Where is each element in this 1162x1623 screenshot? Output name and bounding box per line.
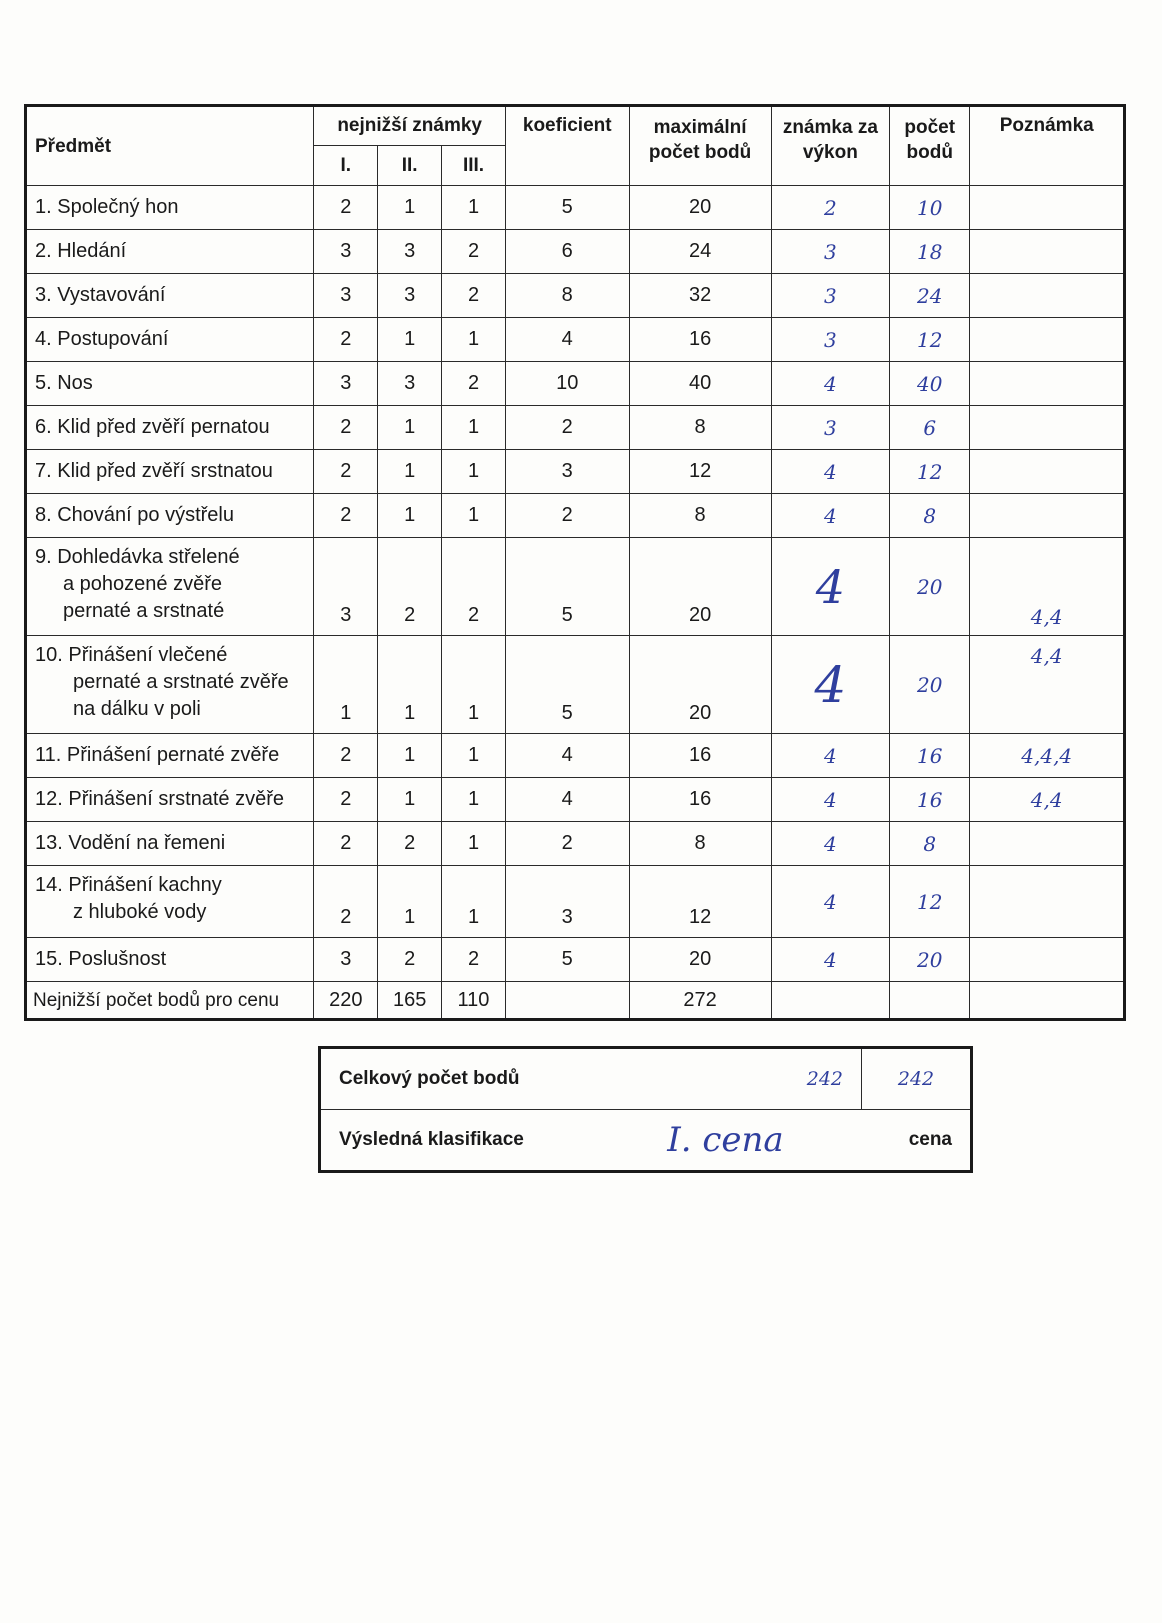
table-row — [26, 636, 1125, 734]
table-row — [26, 318, 1125, 362]
handwritten-points: 24 — [890, 274, 970, 318]
footer-grade-1: 220 — [314, 982, 378, 1020]
handwritten-points: 12 — [890, 866, 970, 938]
table-row — [26, 538, 1125, 636]
handwritten-grade: 4 — [771, 362, 889, 406]
grade-3-cell: 2 — [442, 274, 506, 318]
grade-1-cell: 2 — [314, 778, 378, 822]
table-row — [26, 778, 1125, 822]
handwritten-points: 16 — [890, 734, 970, 778]
coefficient-cell: 4 — [505, 778, 629, 822]
result-classification-handwritten: I. cena — [590, 1110, 862, 1172]
grade-1-cell: 2 — [314, 318, 378, 362]
max-points-cell: 8 — [629, 406, 771, 450]
grade-2-cell: 2 — [378, 538, 442, 636]
header-coefficient: koeficient — [505, 106, 629, 186]
subject-cell: 3. Vystavování — [26, 274, 314, 318]
handwritten-grade: 4 — [771, 494, 889, 538]
subject-cell: 13. Vodění na řemeni — [26, 822, 314, 866]
handwritten-grade: 4 — [771, 734, 889, 778]
handwritten-note — [970, 274, 1125, 318]
subject-line: pernaté a srstnaté — [63, 600, 225, 622]
grade-2-cell: 1 — [378, 450, 442, 494]
subject-cell: 6. Klid před zvěří pernatou — [26, 406, 314, 450]
footer-note-empty — [970, 982, 1125, 1020]
total-points-label: Celkový počet bodů — [339, 1068, 520, 1089]
grade-3-cell: 1 — [442, 636, 506, 734]
grade-3-cell: 1 — [442, 186, 506, 230]
grade-1-cell: 2 — [314, 734, 378, 778]
result-classification-label: Výsledná klasifikace — [320, 1110, 590, 1172]
grade-1-cell: 3 — [314, 230, 378, 274]
max-points-cell: 16 — [629, 778, 771, 822]
coefficient-cell: 4 — [505, 734, 629, 778]
handwritten-grade: 3 — [771, 318, 889, 362]
handwritten-note — [970, 822, 1125, 866]
handwritten-points: 20 — [890, 636, 970, 734]
subject-cell: 4. Postupování — [26, 318, 314, 362]
header-grade-3: III. — [442, 146, 506, 186]
handwritten-points: 20 — [890, 538, 970, 636]
grade-2-cell: 1 — [378, 778, 442, 822]
header-grade-1: I. — [314, 146, 378, 186]
table-row — [26, 406, 1125, 450]
grade-2-cell: 1 — [378, 866, 442, 938]
handwritten-points: 10 — [890, 186, 970, 230]
handwritten-note — [970, 450, 1125, 494]
table-row — [26, 186, 1125, 230]
handwritten-note — [970, 318, 1125, 362]
grade-1-cell: 2 — [314, 450, 378, 494]
evaluation-table — [24, 104, 1126, 1021]
grade-2-cell: 1 — [378, 406, 442, 450]
table-row — [26, 822, 1125, 866]
handwritten-note — [970, 230, 1125, 274]
subject-cell: 15. Poslušnost — [26, 938, 314, 982]
handwritten-note: 4,4 — [970, 778, 1125, 822]
handwritten-note: 4,4,4 — [970, 734, 1125, 778]
coefficient-cell: 3 — [505, 450, 629, 494]
grade-2-cell: 1 — [378, 186, 442, 230]
handwritten-grade: 3 — [771, 230, 889, 274]
max-points-cell: 20 — [629, 636, 771, 734]
table-row — [26, 938, 1125, 982]
grade-2-cell: 2 — [378, 938, 442, 982]
max-points-cell: 20 — [629, 538, 771, 636]
grade-3-cell: 1 — [442, 406, 506, 450]
handwritten-note — [970, 362, 1125, 406]
grade-2-cell: 1 — [378, 636, 442, 734]
grade-1-cell: 3 — [314, 538, 378, 636]
handwritten-points: 8 — [890, 822, 970, 866]
handwritten-grade: 3 — [771, 406, 889, 450]
max-points-cell: 16 — [629, 318, 771, 362]
handwritten-note — [970, 938, 1125, 982]
max-points-cell: 24 — [629, 230, 771, 274]
handwritten-grade: 4 — [771, 450, 889, 494]
subject-line: 14. Přinášení kachny — [35, 874, 222, 896]
handwritten-grade: 3 — [771, 274, 889, 318]
subject-cell: 1. Společný hon — [26, 186, 314, 230]
grade-3-cell: 1 — [442, 822, 506, 866]
handwritten-points: 40 — [890, 362, 970, 406]
handwritten-note — [970, 406, 1125, 450]
handwritten-note — [970, 494, 1125, 538]
grade-3-cell: 2 — [442, 362, 506, 406]
coefficient-cell: 2 — [505, 406, 629, 450]
coefficient-cell: 5 — [505, 538, 629, 636]
grade-3-cell: 2 — [442, 230, 506, 274]
grade-1-cell: 2 — [314, 494, 378, 538]
subject-line: 10. Přinášení vlečené — [35, 644, 228, 666]
grade-3-cell: 2 — [442, 938, 506, 982]
coefficient-cell: 4 — [505, 318, 629, 362]
subject-line: a pohozené zvěře — [63, 573, 223, 595]
subject-line: 9. Dohledávka střelené — [35, 546, 240, 568]
total-points-handwritten: 242 — [806, 1068, 843, 1090]
grade-2-cell: 1 — [378, 318, 442, 362]
grade-2-cell: 2 — [378, 822, 442, 866]
handwritten-grade: 4 — [771, 822, 889, 866]
coefficient-cell: 5 — [505, 938, 629, 982]
subject-cell — [26, 538, 314, 636]
handwritten-note: 4,4 — [970, 636, 1125, 734]
evaluation-sheet — [24, 104, 1126, 1021]
subject-cell: 7. Klid před zvěří srstnatou — [26, 450, 314, 494]
subject-cell — [26, 636, 314, 734]
header-subject: Předmět — [26, 106, 314, 186]
max-points-cell: 20 — [629, 186, 771, 230]
handwritten-points: 12 — [890, 450, 970, 494]
max-points-cell: 8 — [629, 494, 771, 538]
coefficient-cell: 3 — [505, 866, 629, 938]
max-points-cell: 32 — [629, 274, 771, 318]
subject-cell: 11. Přinášení pernaté zvěře — [26, 734, 314, 778]
footer-grade-3: 110 — [442, 982, 506, 1020]
handwritten-note — [970, 186, 1125, 230]
grade-3-cell: 1 — [442, 494, 506, 538]
grade-1-cell: 3 — [314, 362, 378, 406]
footer-points-empty — [890, 982, 970, 1020]
handwritten-grade: 4 — [771, 538, 889, 636]
handwritten-points: 6 — [890, 406, 970, 450]
coefficient-cell: 5 — [505, 636, 629, 734]
footer-grade-empty — [771, 982, 889, 1020]
grade-3-cell: 1 — [442, 866, 506, 938]
table-row — [26, 734, 1125, 778]
subject-cell: 12. Přinášení srstnaté zvěře — [26, 778, 314, 822]
grade-3-cell: 1 — [442, 318, 506, 362]
total-points-handwritten-right: 242 — [862, 1048, 972, 1110]
footer-grade-2: 165 — [378, 982, 442, 1020]
handwritten-grade: 4 — [771, 866, 889, 938]
header-grade-performance: známka za výkon — [771, 106, 889, 186]
subject-cell: 5. Nos — [26, 362, 314, 406]
max-points-cell: 40 — [629, 362, 771, 406]
table-row — [26, 230, 1125, 274]
handwritten-points: 8 — [890, 494, 970, 538]
table-row — [26, 494, 1125, 538]
footer-coefficient-empty — [505, 982, 629, 1020]
summary-table — [318, 1046, 973, 1173]
subject-cell — [26, 866, 314, 938]
grade-1-cell: 2 — [314, 186, 378, 230]
grade-3-cell: 1 — [442, 450, 506, 494]
table-row — [26, 450, 1125, 494]
coefficient-cell: 6 — [505, 230, 629, 274]
subject-line: pernaté a srstnaté zvěře — [73, 671, 289, 693]
handwritten-grade: 4 — [771, 778, 889, 822]
summary-total-row — [320, 1048, 972, 1110]
grade-2-cell: 3 — [378, 274, 442, 318]
header-points: počet bodů — [890, 106, 970, 186]
max-points-cell: 12 — [629, 866, 771, 938]
subject-line: z hluboké vody — [73, 901, 207, 923]
handwritten-grade: 2 — [771, 186, 889, 230]
grade-1-cell: 3 — [314, 274, 378, 318]
header-max-points: maximální počet bodů — [629, 106, 771, 186]
header-lowest-grades: nejnižší známky — [314, 106, 506, 146]
max-points-cell: 20 — [629, 938, 771, 982]
footer-row — [26, 982, 1125, 1020]
grade-2-cell: 1 — [378, 494, 442, 538]
max-points-cell: 16 — [629, 734, 771, 778]
result-suffix-label: cena — [862, 1110, 972, 1172]
grade-1-cell: 2 — [314, 822, 378, 866]
grade-3-cell: 2 — [442, 538, 506, 636]
subject-cell: 8. Chování po výstřelu — [26, 494, 314, 538]
header-note: Poznámka — [970, 106, 1125, 186]
grade-2-cell: 1 — [378, 734, 442, 778]
handwritten-points: 16 — [890, 778, 970, 822]
grade-1-cell: 2 — [314, 406, 378, 450]
grade-3-cell: 1 — [442, 734, 506, 778]
handwritten-note: 4,4 — [970, 538, 1125, 636]
grade-2-cell: 3 — [378, 230, 442, 274]
max-points-cell: 12 — [629, 450, 771, 494]
footer-label: Nejnižší počet bodů pro cenu — [26, 982, 314, 1020]
handwritten-grade: 4 — [771, 636, 889, 734]
coefficient-cell: 2 — [505, 494, 629, 538]
coefficient-cell: 10 — [505, 362, 629, 406]
header-grade-2: II. — [378, 146, 442, 186]
subject-cell: 2. Hledání — [26, 230, 314, 274]
table-row — [26, 866, 1125, 938]
grade-3-cell: 1 — [442, 778, 506, 822]
footer-max-points: 272 — [629, 982, 771, 1020]
subject-line: na dálku v poli — [73, 698, 201, 720]
handwritten-grade: 4 — [771, 938, 889, 982]
grade-1-cell: 1 — [314, 636, 378, 734]
handwritten-points: 18 — [890, 230, 970, 274]
handwritten-note — [970, 866, 1125, 938]
max-points-cell: 8 — [629, 822, 771, 866]
coefficient-cell: 8 — [505, 274, 629, 318]
coefficient-cell: 5 — [505, 186, 629, 230]
grade-2-cell: 3 — [378, 362, 442, 406]
summary-result-row — [320, 1110, 972, 1172]
handwritten-points: 12 — [890, 318, 970, 362]
handwritten-points: 20 — [890, 938, 970, 982]
grade-1-cell: 3 — [314, 938, 378, 982]
table-row — [26, 274, 1125, 318]
coefficient-cell: 2 — [505, 822, 629, 866]
grade-1-cell: 2 — [314, 866, 378, 938]
table-row — [26, 362, 1125, 406]
